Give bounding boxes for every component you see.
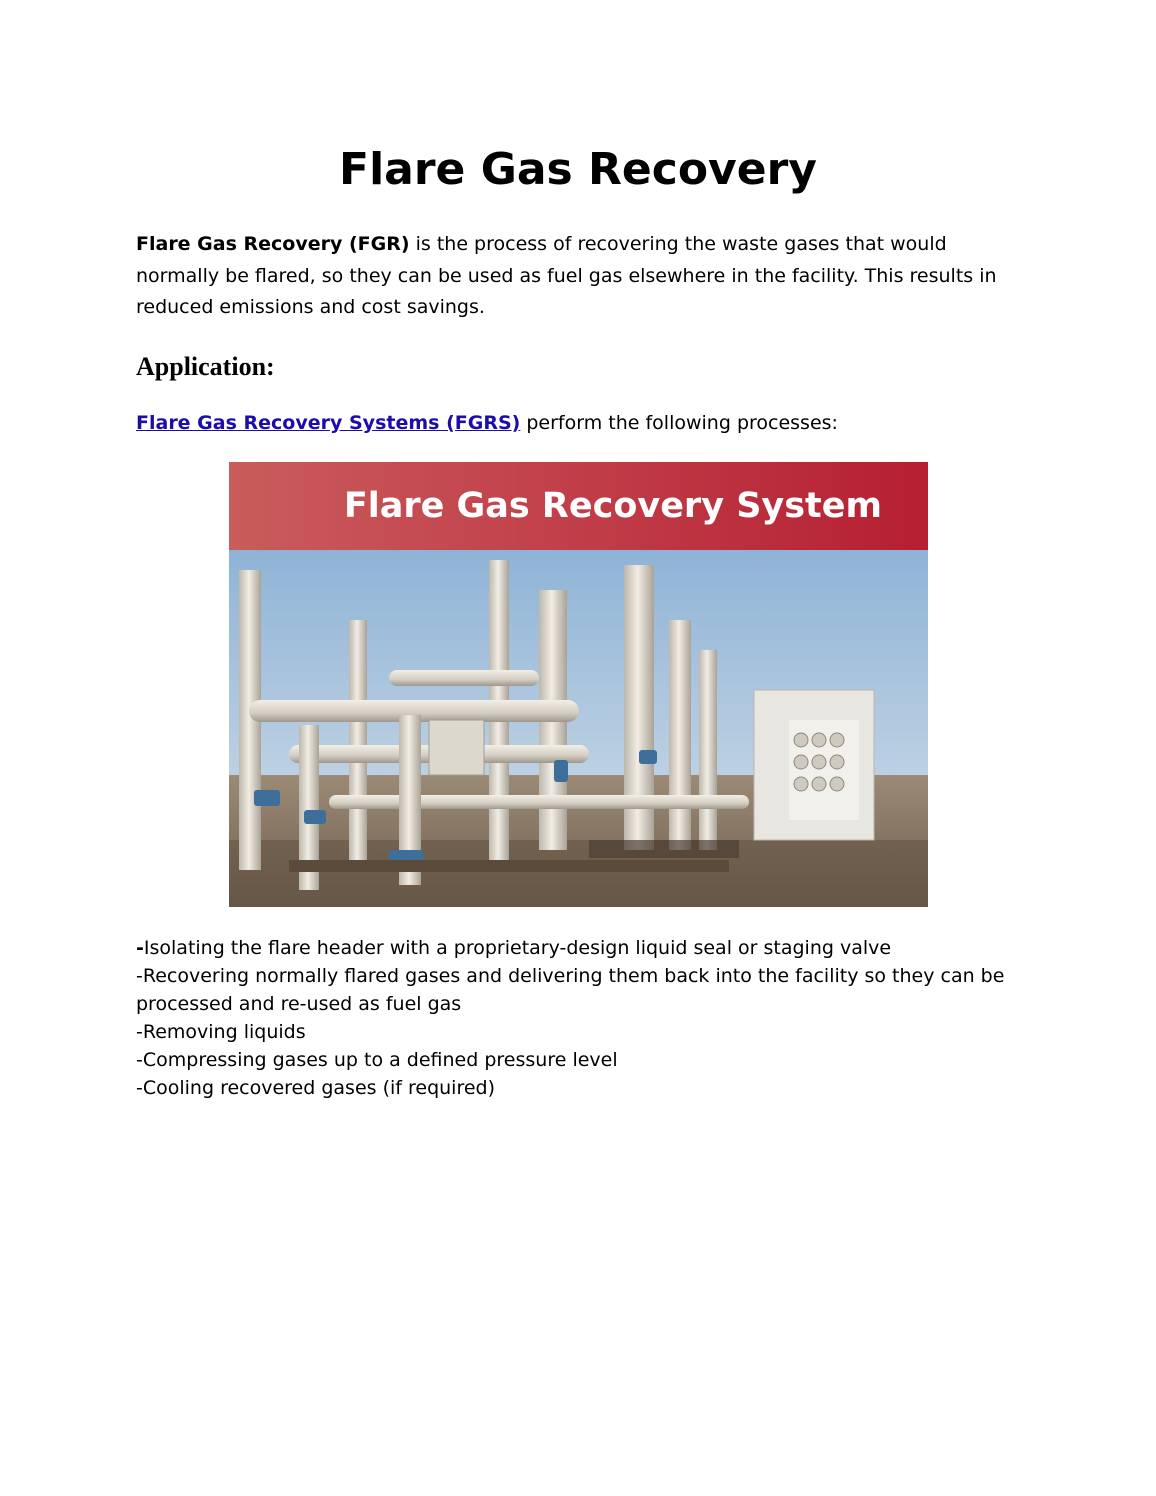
page-title: Flare Gas Recovery bbox=[339, 144, 817, 195]
intro-paragraph bbox=[136, 229, 1016, 324]
plant-photo bbox=[229, 550, 928, 907]
process-list bbox=[136, 934, 1016, 1102]
section-heading-application: Application: bbox=[136, 352, 275, 381]
fgrs-intro-text: perform the following processes: bbox=[520, 412, 838, 434]
list-item: -Recovering normally flared gases and delivering them back into the facility so they can be processed and re-used as fuel gas bbox=[136, 965, 1005, 1015]
list-item: -Compressing gases up to a defined pressure level bbox=[136, 1049, 618, 1071]
fgrs-figure bbox=[229, 462, 928, 907]
intro-text: is the process of recovering the waste gases that would normally be flared, so they can be used as fuel gas elsewhere in the facility. This results in reduced emissions and cost savings. bbox=[136, 233, 997, 318]
figure-banner-title: Flare Gas Recovery System bbox=[343, 486, 882, 526]
fgrs-intro-line bbox=[136, 408, 838, 438]
list-item: -Cooling recovered gases (if required) bbox=[136, 1077, 496, 1099]
fgrs-link[interactable]: Flare Gas Recovery Systems (FGRS) bbox=[136, 412, 521, 434]
list-item: -Removing liquids bbox=[136, 1021, 306, 1043]
intro-bold-term: Flare Gas Recovery (FGR) bbox=[136, 233, 410, 255]
list-item: -Isolating the flare header with a proprietary-design liquid seal or staging valve bbox=[136, 937, 892, 959]
